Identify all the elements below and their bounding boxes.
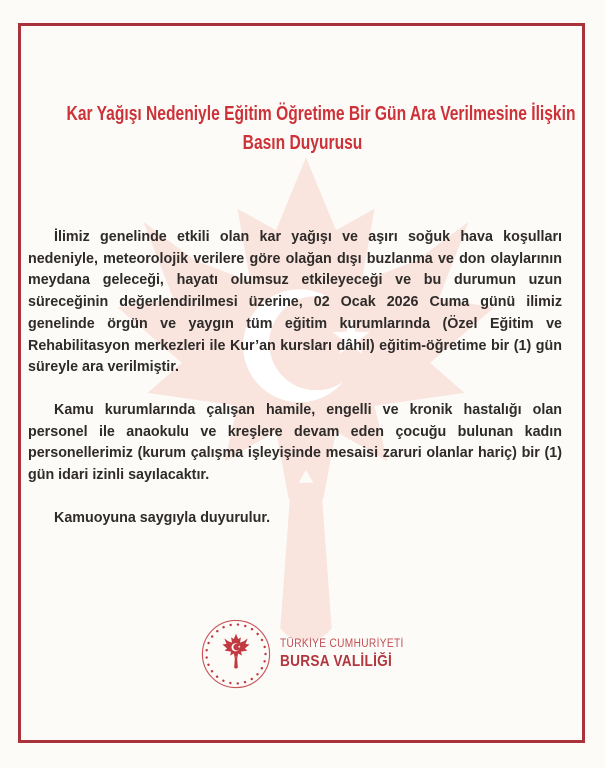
body-paragraph-1: İlimiz genelinde etkili olan kar yağışı ve aşırı soğuk hava koşulları nedeniyle, meteorolojik verilere göre olağan dışı buzlanma ve don olaylarının meydana geleceği, hayatı olumsuz etkileyeceği ve bu durumun uzun süreceğinin değerlendirilmesi üzerine, 02 Ocak 2026 Cuma günü ilimiz genelinde örgün ve yaygın tüm eğitim kurumlarında (Özel Eğitim ve Rehabilitasyon merkezleri ile Kur’an kursları dâhil) eğitim-öğretime bir (1) gün süreyle ara verilmiştir. bbox=[28, 229, 562, 376]
closing-line: Kamuoyuna saygıyla duyurulur. bbox=[54, 509, 271, 526]
page-title bbox=[0, 100, 605, 158]
governorship-signature-block bbox=[201, 619, 421, 689]
title-line-1: Kar Yağışı Nedeniyle Eğitim Öğretime Bir Gün Ara Verilmesine İlişkin bbox=[66, 103, 576, 125]
government-emblem-icon bbox=[201, 619, 271, 689]
governorship-label: BURSA VALİLİĞİ bbox=[280, 653, 393, 670]
governorship-name bbox=[280, 637, 404, 671]
announcement-body bbox=[28, 227, 562, 529]
body-paragraph-2: Kamu kurumlarında çalışan hamile, engelli ve kronik hastalığı olan personel ile anaokulu ve kreşlere devam eden çocuğu bulunan kadın personellerimiz (kurum çalışma işleyişinde mesaisi zaruri olanlar hariç) bir (1) gün idari izinli sayılacaktır. bbox=[28, 401, 562, 484]
title-line-2: Basın Duyurusu bbox=[242, 132, 363, 154]
republic-label: TÜRKİYE CUMHURİYETİ bbox=[280, 638, 404, 650]
